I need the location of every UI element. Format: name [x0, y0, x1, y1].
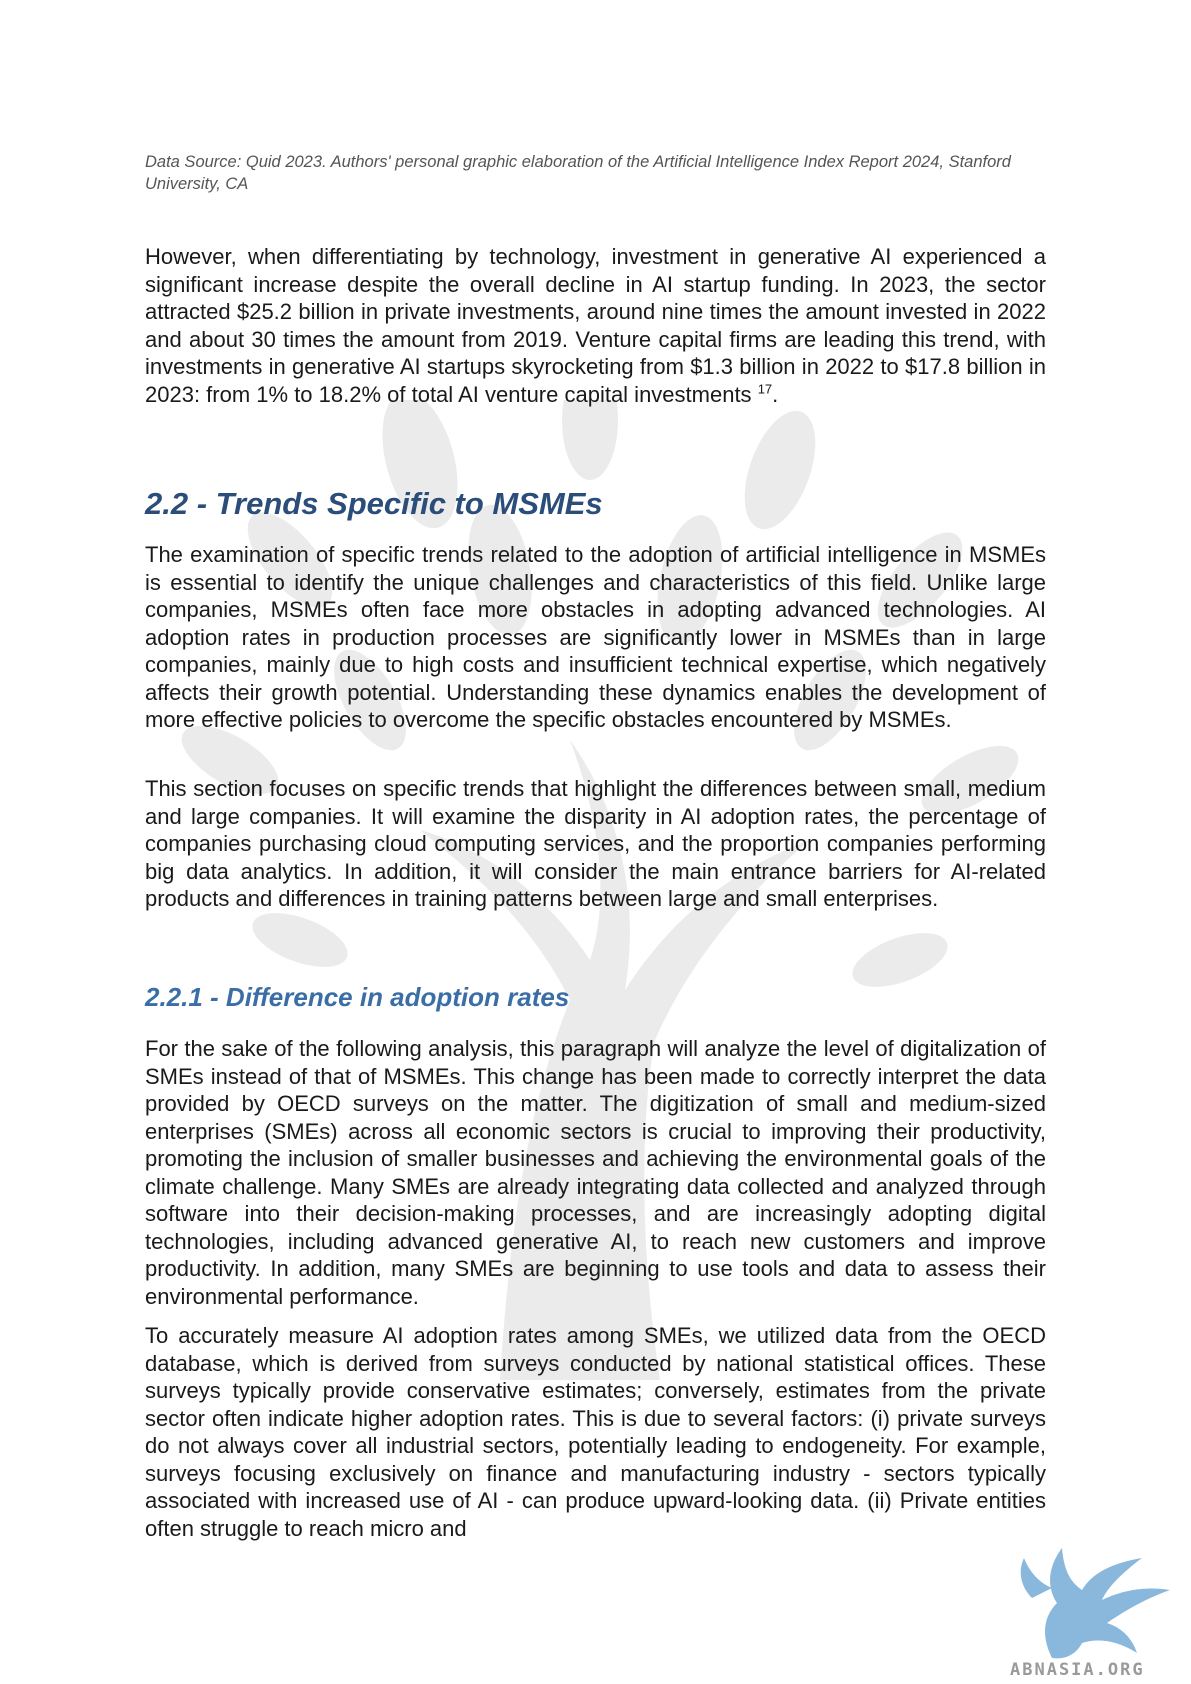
footnote-ref[interactable]: 17: [757, 381, 773, 397]
section-2-2-paragraph-1: The examination of specific trends related to the adoption of artificial intelligence in MSMEs is essential to identify the unique challenges and characteristics of this field. Unlike large companies, MSMEs often face more obstacles in adopting advanced technologies. AI adoption rates in production processes are significantly lower in MSMEs than in large companies, mainly due to high costs and insufficient technical expertise, which negatively affects their growth potential. Understanding these dynamics enables the development of more effective policies to overcome the specific obstacles encountered by MSMEs.: [145, 542, 1046, 732]
phoenix-logo-icon: [1012, 1528, 1172, 1668]
intro-text: However, when differentiating by technology, investment in generative AI experienced a significant increase despite the overall decline in AI startup funding. In 2023, the sector attracted $25.2 billion in private investments, around nine times the amount invested in 2022 and about 30 times the amount from 2019. Venture capital firms are leading this trend, with investments in generative AI startups skyrocketing from $1.3 billion in 2022 to $17.8 billion in 2023: from 1% to 18.2% of total AI venture capital investments: [145, 244, 1046, 407]
section-2-2-paragraph-2: This section focuses on specific trends that highlight the differences between small, medium and large companies. It will examine the disparity in AI adoption rates, the percentage of companies purchasing cloud computing services, and the proportion companies performing big data analytics. In addition, it will consider the main entrance barriers for AI-related products and differences in training patterns between large and small enterprises.: [145, 776, 1046, 911]
figure-source-caption: Data Source: Quid 2023. Authors' personal graphic elaboration of the Artificial Intelligence Index Report 2024, Stanford University, CA: [145, 153, 1011, 193]
subsection-2-2-1-paragraph-1: For the sake of the following analysis, this paragraph will analyze the level of digitalization of SMEs instead of that of MSMEs. This change has been made to correctly interpret the data provided by OECD surveys on the matter. The digitization of small and medium-sized enterprises (SMEs) across all economic sectors is crucial to improving their productivity, promoting the inclusion of smaller businesses and achieving the environmental goals of the climate challenge. Many SMEs are already integrating data collected and analyzed through software into their decision-making processes, and are increasingly adopting digital technologies, including advanced generative AI, to reach new customers and improve productivity. In addition, many SMEs are beginning to use tools and data to assess their environmental performance.: [145, 1036, 1046, 1309]
intro-paragraph: [145, 243, 1046, 408]
subsection-2-2-1-paragraph-2: To accurately measure AI adoption rates among SMEs, we utilized data from the OECD database, which is derived from surveys conducted by national statistical offices. These surveys typically provide conservative estimates; conversely, estimates from the private sector often indicate higher adoption rates. This is due to several factors: (i) private surveys do not always cover all industrial sectors, potentially leading to endogeneity. For example, surveys focusing exclusively on finance and manufacturing industry - sectors typically associated with increased use of AI - can produce upward-looking data. (ii) Private entities often struggle to reach micro and: [145, 1323, 1046, 1541]
intro-period: .: [772, 381, 779, 407]
subsection-heading-2-2-1: 2.2.1 - Difference in adoption rates: [145, 982, 570, 1012]
site-watermark-text: ABNASIA.ORG: [1010, 1660, 1145, 1680]
section-heading-2-2: 2.2 - Trends Specific to MSMEs: [145, 486, 603, 521]
